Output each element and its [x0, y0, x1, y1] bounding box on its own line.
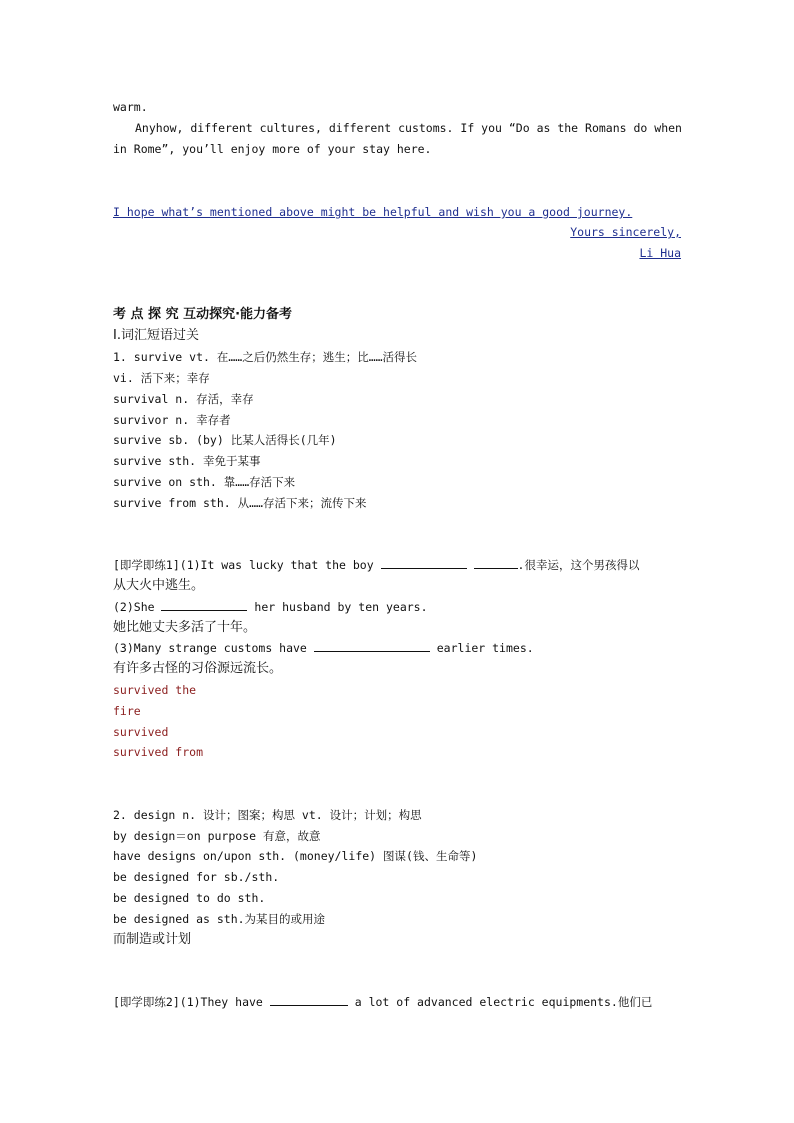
practice1-question1 — [113, 555, 639, 575]
practice1-q2-suffix: her husband by ten years. — [254, 600, 428, 614]
entry1-line: survival n. 存活，幸存 — [113, 392, 254, 406]
practice1-q3-translation: 有许多古怪的习俗源远流长。 — [113, 661, 283, 676]
practice1-answer: fire — [113, 704, 141, 718]
practice1-q2-translation: 她比她丈夫多活了十年。 — [113, 620, 257, 635]
practice1-question3 — [113, 638, 534, 658]
entry2-line: 而制造或计划 — [113, 932, 192, 947]
letter-hope-line: I hope what’s mentioned above might be helpful and wish you a good journey. — [113, 205, 633, 219]
entry1-line: survivor n. 幸存者 — [113, 413, 231, 427]
entry1-line: survive sb. (by) 比某人活得长(几年) — [113, 433, 337, 447]
practice1-question2 — [113, 597, 428, 617]
letter-closing: Yours sincerely, — [570, 225, 681, 239]
letter-line-warm: warm. — [113, 100, 148, 114]
letter-line-anyhow: Anyhow, different cultures, different customs. If you “Do as the Romans do when — [135, 121, 682, 135]
entry1-line: survive from sth. 从……存活下来；流传下来 — [113, 496, 367, 510]
entry2-line: be designed as sth.为某目的或用途 — [113, 912, 326, 926]
entry2-line: have designs on/upon sth. (money/life) 图谋(钱、生命等) — [113, 849, 478, 863]
answer-blank[interactable] — [381, 556, 467, 569]
entry1-line: 1. survive vt. 在……之后仍然生存；逃生；比……活得长 — [113, 350, 418, 364]
answer-blank[interactable] — [474, 556, 518, 569]
entry1-line: survive on sth. 靠……存活下来 — [113, 475, 296, 489]
answer-blank[interactable] — [270, 993, 348, 1006]
entry1-line: vi. 活下来；幸存 — [113, 371, 210, 385]
answer-blank[interactable] — [161, 598, 247, 611]
practice1-answer: survived from — [113, 745, 204, 759]
entry2-line: 2. design n. 设计；图案；构思 vt. 设计；计划；构思 — [113, 808, 422, 822]
practice1-q1-suffix: .很幸运，这个男孩得以 — [517, 558, 640, 572]
answer-blank[interactable] — [314, 639, 430, 652]
practice1-q3-prefix: (3)Many strange customs have — [113, 641, 307, 655]
letter-line-rome: in Rome”, you’ll enjoy more of your stay here. — [113, 142, 432, 156]
practice2-question1 — [113, 992, 652, 1012]
practice1-answer: survived the — [113, 683, 197, 697]
practice1-answer: survived — [113, 725, 169, 739]
letter-signature: Li Hua — [639, 246, 681, 260]
entry2-line: be designed to do sth. — [113, 891, 266, 905]
practice2-q1-suffix: a lot of advanced electric equipments.他们已 — [354, 995, 653, 1009]
section-heading: 考 点 探 究 互动探究·能力备考 — [113, 307, 293, 322]
entry2-line: by design＝on purpose 有意，故意 — [113, 829, 321, 843]
section-subheading: Ⅰ.词汇短语过关 — [113, 328, 199, 343]
practice1-q2-prefix: (2)She — [113, 600, 155, 614]
practice1-q1-continuation: 从大火中逃生。 — [113, 578, 205, 593]
entry2-line: be designed for sb./sth. — [113, 870, 280, 884]
practice1-q3-suffix: earlier times. — [436, 641, 534, 655]
practice1-q1-prefix: [即学即练1](1)It was lucky that the boy — [113, 558, 374, 572]
entry1-line: survive sth. 幸免于某事 — [113, 454, 261, 468]
practice2-q1-prefix: [即学即练2](1)They have — [113, 995, 263, 1009]
